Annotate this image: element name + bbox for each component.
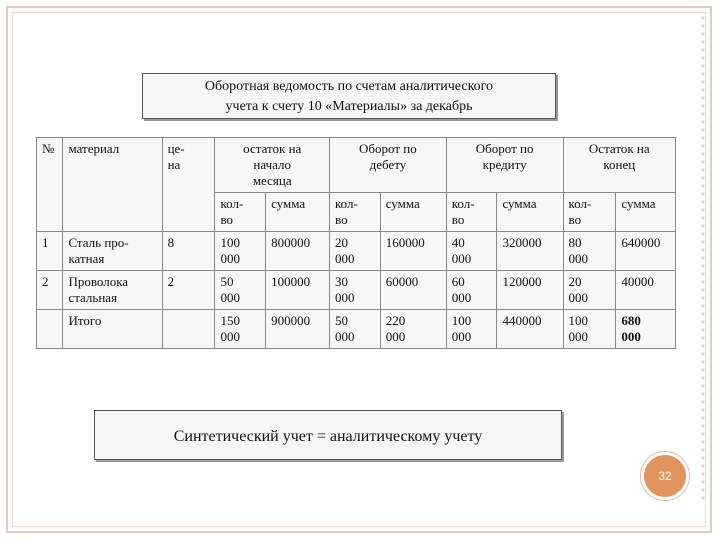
header-opening: остаток на начало месяца	[215, 138, 330, 193]
cell-open-sum: 100000	[266, 271, 330, 310]
cell-credit-sum: 320000	[497, 232, 563, 271]
header-credit: Оборот по кредиту	[446, 138, 563, 193]
subheader-sum: сумма	[266, 193, 330, 232]
cell-price: 2	[162, 271, 215, 310]
cell-close-sum: 640000	[616, 232, 676, 271]
cell-material: Проволока стальная	[63, 271, 162, 310]
cell-close-qty: 20 000	[563, 271, 616, 310]
header-price: це- на	[162, 138, 215, 232]
header-closing: Остаток на конец	[563, 138, 675, 193]
title-line-2: учета к счету 10 «Материалы» за декабрь	[225, 99, 473, 114]
cell-open-sum: 800000	[266, 232, 330, 271]
cell-price: 8	[162, 232, 215, 271]
title-line-1: Оборотная ведомость по счетам аналитического	[204, 79, 494, 94]
synthetic-accounting-note: Синтетический учет = аналитическому учету	[94, 410, 562, 460]
table-row	[37, 271, 676, 310]
cell-credit-sum: 120000	[497, 271, 563, 310]
cell-credit-qty: 100 000	[446, 310, 497, 349]
turnover-table	[36, 137, 676, 349]
header-num: №	[37, 138, 63, 232]
table-header-row	[37, 138, 676, 193]
subheader-sum: сумма	[497, 193, 563, 232]
table-row	[37, 232, 676, 271]
cell-close-sum: 40000	[616, 271, 676, 310]
cell-close-qty: 80 000	[563, 232, 616, 271]
cell-num: 2	[37, 271, 63, 310]
cell-debit-qty: 20 000	[330, 232, 381, 271]
cell-debit-qty: 50 000	[330, 310, 381, 349]
cell-credit-sum: 440000	[497, 310, 563, 349]
subheader-qty: кол- во	[330, 193, 381, 232]
subheader-sum: сумма	[616, 193, 676, 232]
cell-debit-sum: 160000	[380, 232, 446, 271]
table-total-row	[37, 310, 676, 349]
cell-debit-sum: 220 000	[380, 310, 446, 349]
cell-open-qty: 100 000	[215, 232, 266, 271]
slide-title-box	[142, 73, 556, 119]
cell-material: Итого	[63, 310, 162, 349]
cell-open-sum: 900000	[266, 310, 330, 349]
cell-open-qty: 150 000	[215, 310, 266, 349]
page-number-badge: 32	[641, 452, 689, 500]
cell-price	[162, 310, 215, 349]
cell-num: 1	[37, 232, 63, 271]
subheader-qty: кол- во	[446, 193, 497, 232]
cell-credit-qty: 40 000	[446, 232, 497, 271]
header-material: материал	[63, 138, 162, 232]
subheader-sum: сумма	[380, 193, 446, 232]
subheader-qty: кол- во	[215, 193, 266, 232]
cell-close-qty: 100 000	[563, 310, 616, 349]
cell-open-qty: 50 000	[215, 271, 266, 310]
cell-num	[37, 310, 63, 349]
cell-credit-qty: 60 000	[446, 271, 497, 310]
cell-material: Сталь про- катная	[63, 232, 162, 271]
decorative-dots	[698, 14, 708, 504]
subheader-qty: кол- во	[563, 193, 616, 232]
cell-close-sum: 680 000	[616, 310, 676, 349]
cell-debit-sum: 60000	[380, 271, 446, 310]
cell-debit-qty: 30 000	[330, 271, 381, 310]
header-debit: Оборот по дебету	[330, 138, 447, 193]
